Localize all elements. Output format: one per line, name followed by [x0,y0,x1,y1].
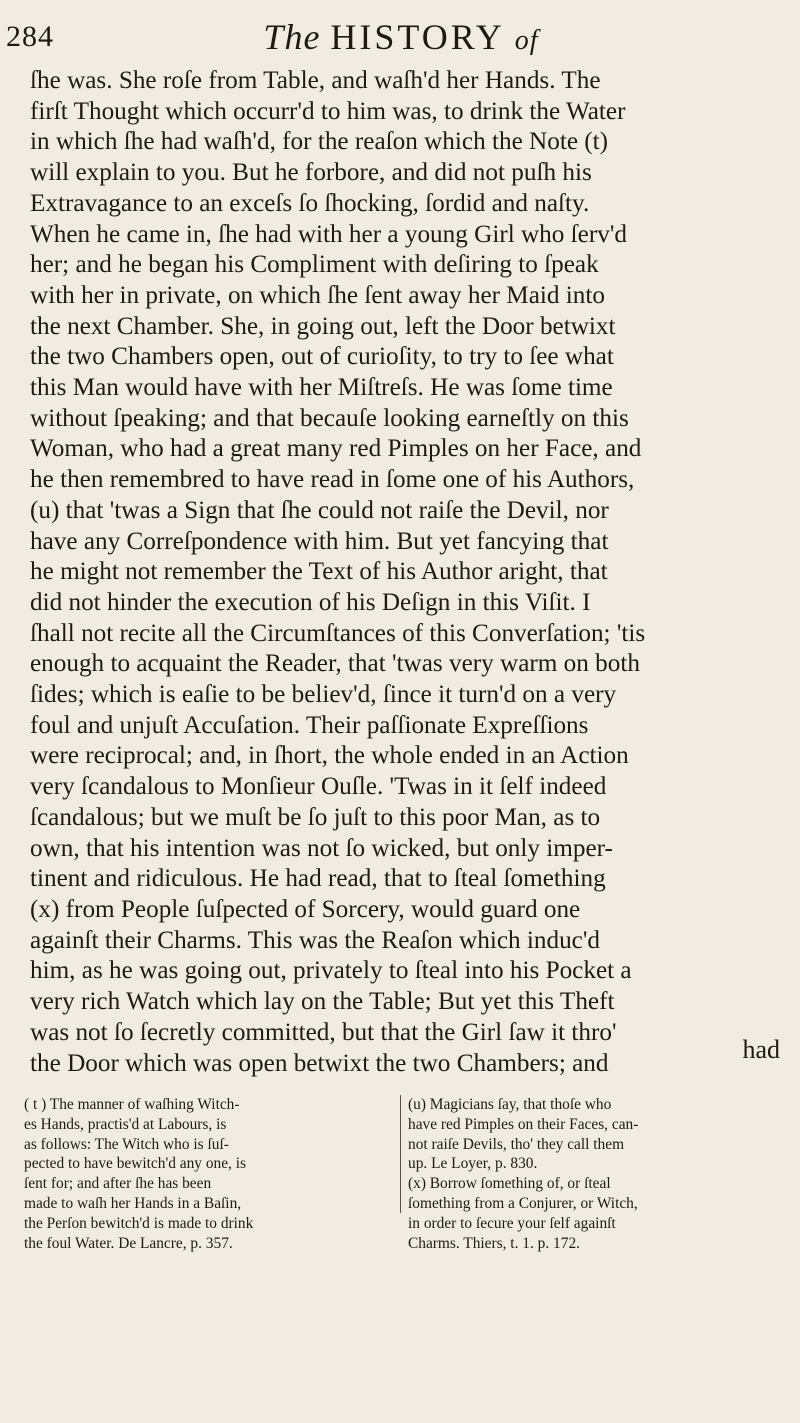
text-line: was not ſo ſecretly committed, but that the Girl ſaw it thro' [30,1018,617,1046]
text-line: will explain to you. But he forbore, and did not puſh his [30,159,592,187]
text-line: tinent and ridiculous. He had read, that to ſteal ſomething [30,865,606,893]
text-line: very rich Watch which lay on the Table; But yet this Theft [30,988,615,1016]
footnote-column-right [408,1095,776,1253]
text-line: (x) from People ſuſpected of Sorcery, would guard one [30,895,581,923]
page-number: 284 [6,20,54,53]
text-line: againſt their Charms. This was the Reaſon which induc'd [30,926,600,954]
text-line: in which ſhe had waſh'd, for the reaſon which the Note (t) [30,128,609,156]
footnote-line: (u) Magicians ſay, that thoſe who [408,1096,612,1113]
body-text [30,66,784,1079]
text-line: this Man would have with her Miſtreſs. He was ſome time [30,374,613,402]
text-line: he might not remember the Text of his Author aright, that [30,558,608,586]
text-line: the two Chambers open, out of curioſity, to try to ſee what [30,343,614,371]
footnote-line: the Perſon bewitch'd is made to drink [24,1214,254,1232]
text-line: firſt Thought which occurr'd to him was, to drink the Water [30,97,626,125]
footnote-line: made to waſh her Hands in a Baſin, [24,1194,242,1212]
text-line: have any Correſpondence with him. But yet fancying that [30,527,609,555]
footnote-line: up. Le Loyer, p. 830. [408,1155,538,1173]
footnote-line: as follows: The Witch who is ſuſ- [24,1135,229,1153]
text-line: ſhall not recite all the Circumſtances of this Converſation; 'tis [30,619,646,647]
text-line: (u) that 'twas a Sign that ſhe could not raiſe the Devil, nor [30,496,609,524]
footnote-line: have red Pimples on their Faces, can- [408,1115,639,1133]
footnote-line: ſent for; and after ſhe has been [24,1175,212,1193]
text-line: ſhe was. She roſe from Table, and waſh'd her Hands. The [30,67,601,94]
text-line: him, as he was going out, privately to ſteal into his Pocket a [30,957,632,985]
text-line: the Door which was open betwixt the two Chambers; and [30,1049,609,1077]
footnote-line: es Hands, practis'd at Labours, is [24,1115,227,1133]
footnotes [24,1095,784,1252]
footnote-line: ſomething from a Conjurer, or Witch, [408,1194,638,1212]
footnote-column-left [24,1095,392,1253]
footnote-line: not raiſe Devils, tho' they call them [408,1135,625,1153]
text-line: When he came in, ſhe had with her a young Girl who ſerv'd [30,220,627,248]
footnote-line: ( t ) The manner of waſhing Witch- [24,1096,240,1113]
text-line: without ſpeaking; and that becauſe looking earneſtly on this [30,404,629,432]
text-line: own, that his intention was not ſo wicked, but only imper- [30,834,613,862]
text-line: ſides; which is eaſie to be believ'd, ſince it turn'd on a very [30,681,617,709]
footnote-line: Charms. Thiers, t. 1. p. 172. [408,1234,580,1252]
text-line: her; and he began his Compliment with deſiring to ſpeak [30,251,599,279]
text-line: he then remembred to have read in ſome one of his Authors, [30,466,635,494]
text-line: the next Chamber. She, in going out, left the Door betwixt [30,312,616,340]
footnote-line: pected to have bewitch'd any one, is [24,1155,247,1173]
text-line: foul and unjuſt Accuſation. Their paſſionate Expreſſions [30,711,589,739]
footnote-line: the foul Water. De Lancre, p. 357. [24,1234,233,1252]
text-line: very ſcandalous to Monſieur Ouſle. 'Twas in it ſelf indeed [30,773,607,801]
running-title-history: HISTORY [330,17,505,57]
running-title-the: The [263,17,321,57]
footnote-line: (x) Borrow ſomething of, or ſteal [408,1175,611,1193]
catchword: had [742,1035,780,1064]
running-head [6,16,796,60]
text-line: were reciprocal; and, in ſhort, the whole ended in an Action [30,742,629,770]
footnote-divider [400,1095,401,1213]
text-line: with her in private, on which ſhe ſent away her Maid into [30,281,605,309]
text-line: Woman, who had a great many red Pimples on her Face, and [30,435,642,463]
footnote-line: in order to ſecure your ſelf againſt [408,1214,616,1232]
running-title-of: of [514,25,539,56]
text-line: enough to acquaint the Reader, that 'twas very warm on both [30,650,640,678]
text-line: ſcandalous; but we muſt be ſo juſt to this poor Man, as to [30,803,601,831]
text-line: Extravagance to an exceſs ſo ſhocking, ſordid and naſty. [30,189,590,217]
running-title [6,16,796,58]
text-line: did not hinder the execution of his Deſign in this Viſit. I [30,588,591,616]
